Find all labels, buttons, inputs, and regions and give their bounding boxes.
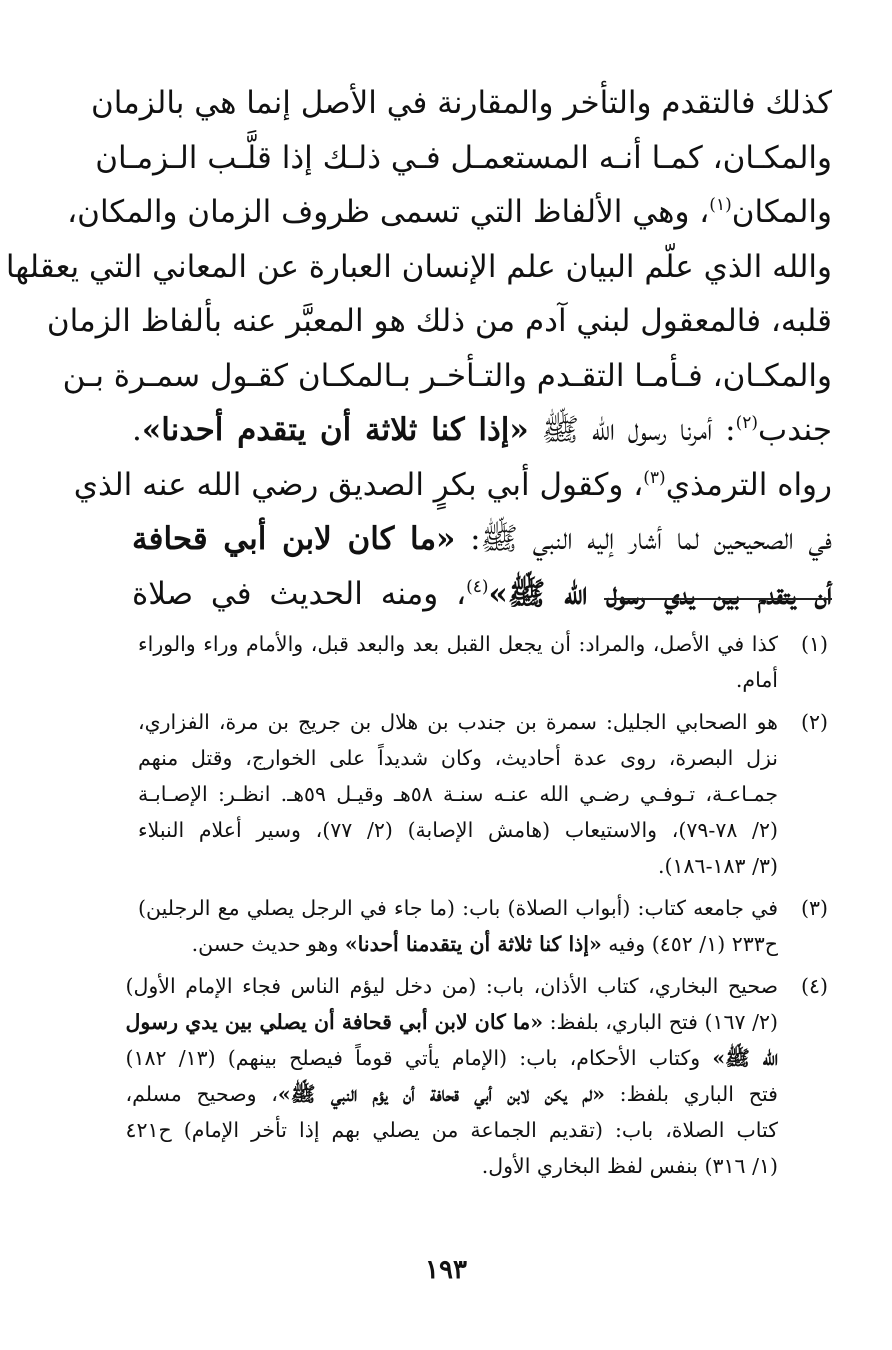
main-text-line [95,131,832,186]
footnote-line [138,926,778,962]
text-run: (١/ ٣١٦) بنفس لفظ البخاري الأول. [481,1154,778,1178]
footnote-line [125,1004,778,1040]
footnote-reference: (١) [709,195,732,215]
text-run: وكتاب الأحكام، باب: (الإمام يأتي قوماً فيصلح بينهم) (١٣/ ١٨٢) [125,1046,713,1070]
text-run: صحيح البخاري، كتاب الأذان، باب: (من دخل ليؤم الناس فجاء الإمام الأول) [125,974,778,998]
text-run: أمام. [735,668,778,692]
footnote-line [125,1076,778,1112]
footnote-number: (٤) [800,974,828,998]
text-run: (٢/ ٧٨-٧٩)، والاستيعاب (هامش الإصابة) (٢/ ٧٧)، وسير أعلام النبلاء [138,818,778,842]
footnote-number: (٢) [800,710,828,734]
footnote-body [138,890,778,962]
footnote-line [138,776,778,812]
bold-quote-text: «ما كان لابن أبي قحافة أن يصلي بين يدي رسول [125,1010,544,1034]
footnote-number: (١) [800,632,828,656]
main-text-line [62,349,832,404]
text-run: كذا في الأصل، والمراد: أن يجعل القبل بعد والبعد قبل، والأمام وراء والوراء [138,632,778,656]
footnote-body [138,626,778,698]
text-run: كتاب الصلاة، باب: (تقديم الجماعة من يصلي بهم إذا تأخر الإمام) ح٤٢١ [125,1118,778,1142]
main-text-line [132,567,832,622]
text-run: في الصحيحين لما أشار إليه النبي ﷺ: [455,521,833,557]
text-run: (٣/ ١٨٣-١٨٦). [658,854,778,878]
footnote-divider [604,598,832,600]
text-run: والمكـان، فـأمـا التقـدم والتـأخـر بـالمكـان كقـول سمـرة بـن [62,357,832,394]
text-run: جمـاعـة، تـوفـي رضـي الله عنـه سنـة ٥٨هـ وقيـل ٥٩هـ. انظـر: الإصـابـة [138,782,778,806]
footnote [138,626,828,698]
footnote-line [125,968,778,1004]
text-run: رواه الترمذي [665,466,832,503]
footnote-line [138,704,778,740]
footnote [138,890,828,962]
footnotes-section [125,626,828,1190]
text-run: والمكـان، كمـا أنـه المستعمـل فـي ذلـك إذا قلَّـب الـزمـان [95,139,832,176]
bold-quote-text: «إذا كنا ثلاثة أن يتقدم أحدنا» [141,412,529,448]
text-run: : أمرنا رسول الله ﷺ [528,412,736,448]
footnote-line [125,1040,778,1076]
text-run: في جامعه كتاب: (أبواب الصلاة) باب: (ما جاء في الرجل يصلي مع الرجلين) [138,896,778,920]
text-run: كذلك فالتقدم والتأخر والمقارنة في الأصل إنما هي بالزمان [90,85,832,121]
text-run: والمكان [731,194,832,230]
footnote-reference: (٢) [735,413,759,433]
footnote-line [138,662,778,698]
text-run: ، ومنه الحديث في صلاة [132,575,467,612]
bold-quote-text: «لم يكن لابن أبي قحافة أن يؤم النبي ﷺ» [277,1082,605,1106]
bold-quote-text: «ما كان لابن أبي قحافة [132,521,456,557]
footnote [138,704,828,884]
main-text-line [90,76,832,131]
main-text-line [67,185,832,240]
main-body-text [5,76,833,621]
main-text-line [5,240,832,295]
bold-quote-text: أن يتقدم بين يدي رسول الله ﷺ» [488,575,832,612]
text-run: ، وكقول أبي بكرٍ الصديق رضي الله عنه الذي [73,466,644,503]
bold-quote-text: «إذا كنا ثلاثة أن يتقدمنا أحدنا» [344,932,602,956]
text-run: ، وصحيح مسلم، [125,1082,278,1106]
bold-quote-text: الله ﷺ» [712,1046,778,1070]
footnote-line [138,626,778,662]
footnote-reference: (٤) [466,576,489,597]
main-text-line [73,458,832,513]
text-run: . [132,412,142,448]
text-run: هو الصحابي الجليل: سمرة بن جندب بن هلال بن جريج بن مرة، الفزاري، [138,710,778,734]
main-text-line [132,512,832,567]
footnote-body [138,704,778,884]
main-text-line [46,294,832,349]
text-run: قلبه، فالمعقول لبني آدم من ذلك هو المعبَّر عنه بألفاظ الزمان [46,303,832,339]
footnote-reference: (٣) [643,467,666,488]
footnote-line [138,740,778,776]
text-run: وهو حديث حسن. [191,932,345,956]
footnote-line [138,812,778,848]
footnote-number: (٣) [800,896,828,920]
page-number: ١٩٣ [425,1255,467,1285]
text-run: والله الذي علّم البيان علم الإنسان العبارة عن المعاني التي يعقلها [5,248,832,285]
footnote-line [138,890,778,926]
footnote-line [125,1148,778,1184]
footnote [125,968,828,1184]
footnote-body [125,968,778,1184]
text-run: (٢/ ١٦٧) فتح الباري، بلفظ: [543,1010,778,1034]
footnote-line [125,1112,778,1148]
text-run: ، وهي الألفاظ التي تسمى ظروف الزمان والمكان، [67,194,710,230]
text-run: جندب [758,412,832,448]
text-run: ح٢٣٣ (١/ ٤٥٢) وفيه [601,932,778,956]
text-run: نزل البصرة، روى عدة أحاديث، وكان شديداً على الخوارج، وقتل منهم [138,746,778,770]
main-text-line [132,403,832,458]
footnote-line [138,848,778,884]
text-run: فتح الباري بلفظ: [604,1082,778,1106]
